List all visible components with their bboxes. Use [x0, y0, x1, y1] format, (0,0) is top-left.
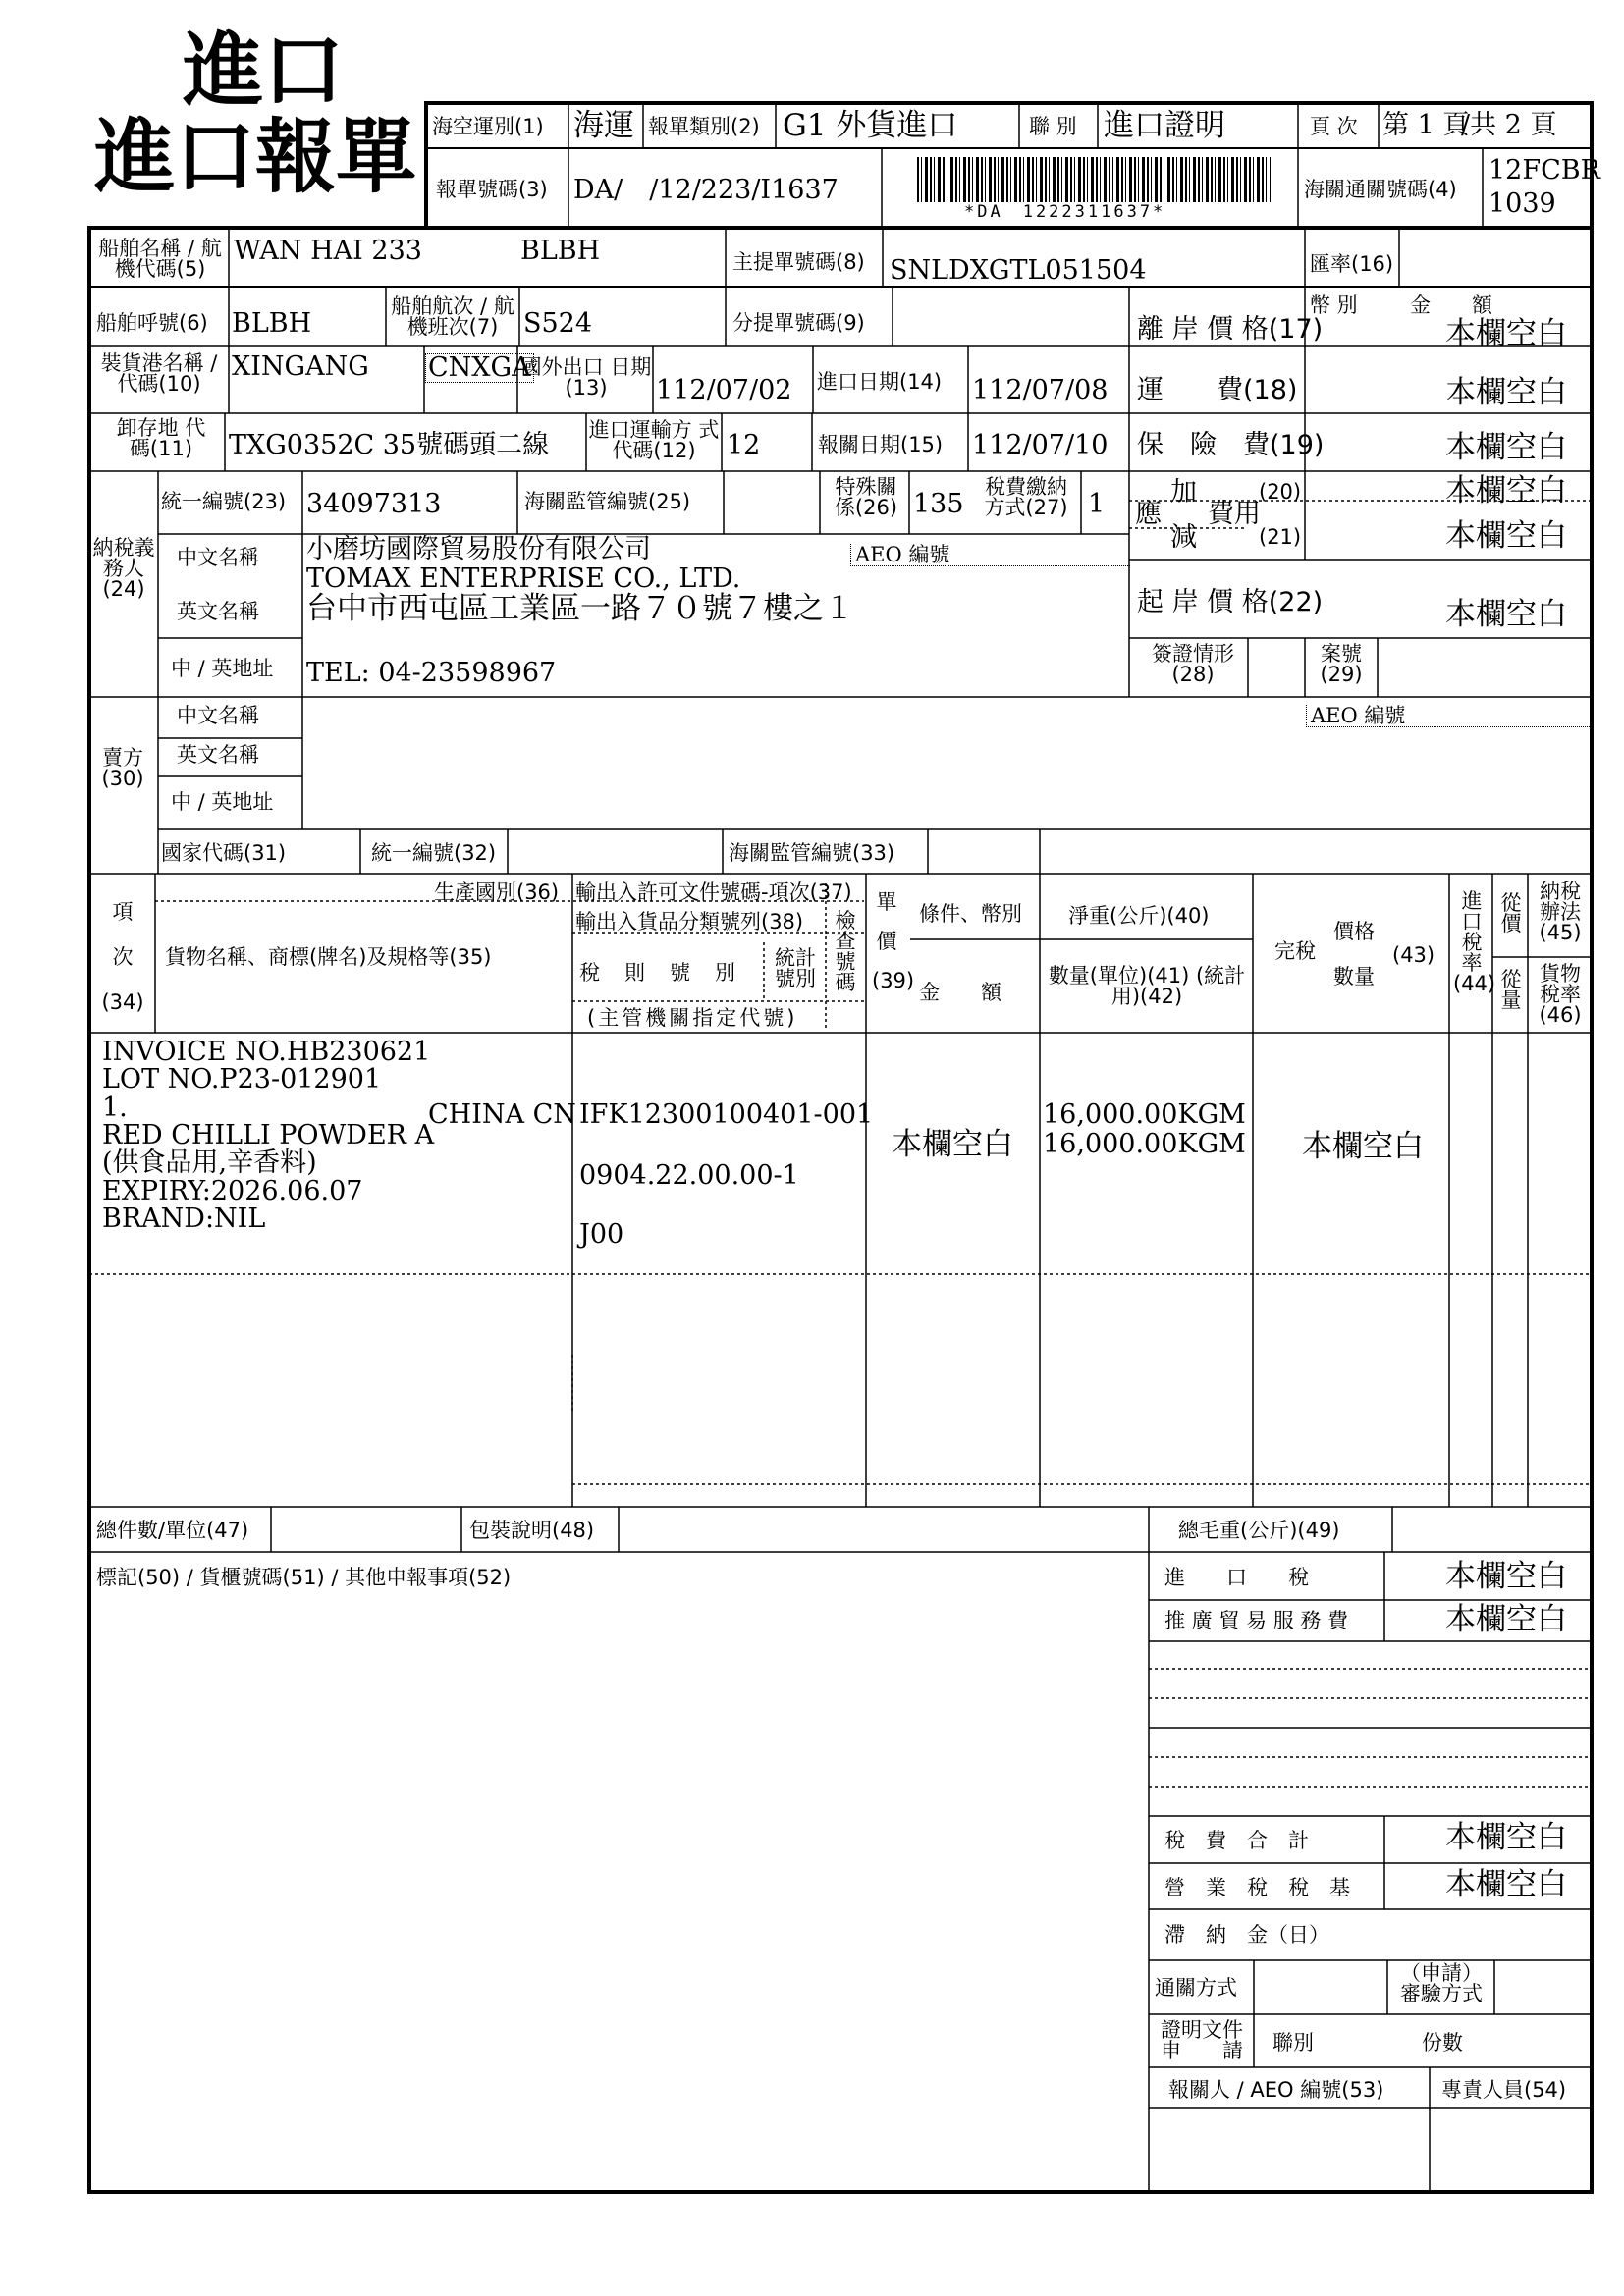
goods-permit: IFK12300100401-001	[579, 1099, 874, 1130]
tax-id-label: 統一編號(23)	[161, 490, 287, 513]
page-total: /共 2 頁	[1461, 110, 1557, 140]
seller-aeo-label: AEO 編號	[1306, 705, 1590, 727]
page-label: 頁 次	[1310, 115, 1358, 138]
no43-label: (43)	[1392, 943, 1435, 967]
declare-date-value: 112/07/10	[972, 430, 1109, 460]
rate-label: 匯率(16)	[1310, 252, 1394, 276]
insurance-label: 保 險 費(19)	[1137, 430, 1325, 460]
copy-type-label: 聯 別	[1029, 115, 1077, 138]
goods-line: 1.	[102, 1092, 128, 1123]
seller-supervision-label: 海關監管編號(33)	[729, 841, 895, 865]
goods-net-weight: 16,000.00KGM	[1043, 1099, 1246, 1130]
deduct-blank: 本欄空白	[1445, 518, 1567, 554]
loading-code-value: CNXGA	[425, 353, 534, 383]
country-code-label: 國家代碼(31)	[161, 841, 287, 865]
transport-code-value: 12	[727, 430, 761, 460]
quantity-label: 數量(單位)(41) (統計用)(42)	[1048, 964, 1246, 1008]
goods-line: LOT NO.P23-012901	[102, 1064, 382, 1095]
import-duty-label: 進 口 稅	[1164, 1566, 1309, 1589]
title-top: 進口	[183, 25, 345, 118]
inspection-method-label: （申請） 審驗方式	[1400, 1961, 1483, 2005]
taxpayer-en-name-label: 英文名稱	[177, 600, 259, 623]
taxpayer-cn-name: 小磨坊國際貿易股份有限公司	[306, 534, 651, 564]
decl-type-label: 報單類別(2)	[648, 115, 760, 138]
tax-id-value: 34097313	[306, 489, 442, 519]
total-tax-label: 稅 費 合 計	[1164, 1829, 1309, 1852]
taxpayer-tel: TEL: 04-23598967	[306, 658, 557, 688]
copy-type-value: 進口證明	[1104, 108, 1225, 143]
specific-label: 從 量	[1500, 968, 1522, 1012]
goods-description	[102, 1039, 434, 1233]
master-bl-value: SNLDXGTL051504	[890, 255, 1147, 286]
loading-port-label: 裝貨港名稱 / 代碼(10)	[100, 351, 218, 396]
taxpayer-aeo-label: AEO 編號	[850, 544, 1130, 566]
import-duty-blank: 本欄空白	[1445, 1559, 1567, 1594]
fee-label: 費用	[1208, 499, 1261, 529]
seller-en-name-label: 英文名稱	[177, 743, 259, 767]
goods-class-label: 輸出入貨品分類號列(38)	[575, 910, 804, 934]
net-weight-label: 淨重(公斤)(40)	[1068, 904, 1210, 928]
marks-label: 標記(50) / 貨櫃號碼(51) / 其他申報事項(52)	[96, 1566, 512, 1589]
unit-price-label: 單 價(39)	[872, 890, 918, 992]
goods-line: RED CHILLI POWDER A	[102, 1120, 435, 1151]
case-no-label: 案號 (29)	[1320, 642, 1363, 686]
should-label: 應	[1135, 499, 1162, 529]
voyage-label: 船舶航次 / 航機班次(7)	[391, 294, 514, 339]
insurance-blank: 本欄空白	[1445, 430, 1567, 465]
unloading-place-label: 卸存地 代碼(11)	[116, 416, 206, 460]
export-date-value: 112/07/02	[656, 375, 792, 405]
packing-label: 包裝說明(48)	[469, 1519, 595, 1542]
add-label: 加	[1170, 477, 1197, 507]
seller-cn-name-label: 中文名稱	[177, 704, 259, 727]
import-date-value: 112/07/08	[972, 375, 1109, 405]
copy-label: 聯別	[1272, 2031, 1314, 2055]
master-bl-label: 主提單號碼(8)	[732, 250, 865, 274]
goods-line: EXPIRY:2026.06.07	[102, 1175, 363, 1206]
certificate-label: 證明文件 申 請	[1161, 2018, 1243, 2062]
customs-code-2: 1039	[1489, 188, 1556, 219]
visa-label: 簽證情形 (28)	[1152, 642, 1234, 686]
cif-value-label: 起 岸 價 格(22)	[1137, 587, 1324, 617]
goods-quantity: 16,000.00KGM	[1043, 1129, 1246, 1159]
business-tax-base-blank: 本欄空白	[1445, 1867, 1567, 1902]
special-relation-label: 特殊關 係(26)	[834, 475, 898, 519]
special-relation-value: 135	[913, 489, 964, 519]
unloading-place-value: TXG0352C 35號碼頭二線	[229, 430, 550, 460]
authority-code-label: (主管機關指定代號)	[587, 1006, 798, 1030]
terms-currency-label: 條件、幣別	[919, 902, 1022, 926]
fob-value-label: 離 岸 價 格(17)	[1137, 314, 1324, 345]
taxpayer-address: 台中市西屯區工業區一路７０號７樓之１	[306, 591, 854, 626]
fob-blank: 本欄空白	[1445, 316, 1567, 351]
gross-weight-label: 總毛重(公斤)(49)	[1178, 1519, 1340, 1542]
add-blank: 本欄空白	[1445, 473, 1567, 508]
check-no-label: 檢 查 號 碼	[835, 909, 856, 994]
quantity-word-label: 數量	[1333, 965, 1375, 988]
total-packages-label: 總件數/單位(47)	[96, 1519, 249, 1542]
dutiable-label: 完稅	[1274, 939, 1316, 963]
declare-date-label: 報關日期(15)	[818, 433, 944, 456]
transport-mode-label: 海空運別(1)	[432, 115, 544, 138]
payment-method-value: 1	[1088, 489, 1106, 519]
freight-label: 運 費(18)	[1137, 375, 1298, 405]
price-label: 價格	[1333, 920, 1375, 943]
trade-fee-blank: 本欄空白	[1445, 1602, 1567, 1637]
barcode	[917, 157, 1271, 202]
vessel-name-label: 船舶名稱 / 航機代碼(5)	[98, 237, 222, 281]
decl-no-label: 報單號碼(3)	[436, 178, 548, 201]
goods-line: BRAND:NIL	[102, 1203, 266, 1235]
goods-line: INVOICE NO.HB230621	[102, 1037, 431, 1067]
broker-label: 報關人 / AEO 編號(53)	[1168, 2078, 1384, 2102]
customs-code-label: 海關通關號碼(4)	[1304, 178, 1457, 201]
vessel-code-value: BLBH	[520, 236, 601, 266]
goods-origin: CHINA CN	[428, 1099, 576, 1130]
money-label: 金 額	[919, 981, 1001, 1004]
goods-dutiable: 本欄空白	[1302, 1129, 1424, 1164]
item-no-label: 項 次 (34)	[101, 900, 154, 1015]
house-bl-label: 分提單號碼(9)	[732, 311, 865, 335]
decl-type-value: G1 外貨進口	[783, 108, 958, 143]
stat-no-label: 統計 號別	[775, 946, 816, 990]
import-date-label: 進口日期(14)	[817, 370, 943, 394]
taxpayer-en-name: TOMAX ENTERPRISE CO., LTD.	[306, 563, 741, 594]
taxpayer-address-label: 中 / 英地址	[171, 657, 274, 680]
add-no: (20)	[1259, 480, 1302, 504]
goods-line: (供食品用,辛香料)	[102, 1148, 317, 1179]
currency-label: 幣 別	[1310, 294, 1358, 317]
page-current: 第 1 頁	[1382, 110, 1470, 140]
voyage-value: S524	[523, 308, 593, 339]
taxpayer-label: 納稅義務人(24)	[92, 536, 155, 601]
goods-authority: J00	[579, 1219, 624, 1250]
barcode-text: *DA 1222311637*	[964, 202, 1166, 222]
call-sign-label: 船舶呼號(6)	[96, 311, 208, 335]
customs-code-1: 12FCBR	[1489, 155, 1600, 186]
goods-unit-price: 本欄空白	[892, 1127, 1013, 1162]
duty-rate-label: 進 口 稅 率 (44)	[1453, 889, 1496, 995]
goods-tax-rate-label: 貨物 稅率 (46)	[1539, 962, 1582, 1027]
ad-valorem-label: 從 價	[1500, 891, 1522, 935]
tax-method-label: 納稅 辦法 (45)	[1539, 880, 1582, 944]
origin-label: 生產國別(36)	[434, 881, 560, 904]
amount-label: 金 額	[1410, 294, 1492, 317]
seller-tax-id-label: 統一編號(32)	[371, 841, 497, 865]
goods-tariff: 0904.22.00.00-1	[579, 1160, 799, 1191]
business-tax-base-label: 營 業 稅 稅 基	[1164, 1876, 1350, 1899]
trade-fee-label: 推 廣 貿 易 服 務 費	[1164, 1609, 1349, 1632]
deduct-no: (21)	[1259, 525, 1302, 549]
clearance-method-label: 通關方式	[1155, 1976, 1237, 2000]
freight-blank: 本欄空白	[1445, 375, 1567, 410]
tariff-no-label: 稅 則 號 別	[579, 961, 737, 985]
loading-port-value: XINGANG	[232, 351, 369, 382]
permit-no-label: 輸出入許可文件號碼-項次(37)	[575, 881, 852, 904]
deduct-label: 減	[1170, 522, 1197, 553]
late-fee-label: 滯 納 金（日）	[1164, 1923, 1329, 1947]
vessel-name-value: WAN HAI 233	[234, 236, 422, 266]
transport-mode-value: 海運	[573, 108, 634, 143]
seller-label: 賣方(30)	[101, 746, 144, 790]
goods-desc-label: 貨物名稱、商標(牌名)及規格等(35)	[165, 945, 492, 969]
seller-address-label: 中 / 英地址	[171, 790, 274, 814]
page-title: 進口報單	[94, 111, 417, 204]
decl-no-value: DA/ /12/223/I1637	[573, 175, 839, 205]
payment-method-label: 稅費繳納 方式(27)	[984, 475, 1068, 519]
transport-code-label: 進口運輸方 式代碼(12)	[588, 418, 720, 462]
specialist-label: 專責人員(54)	[1441, 2078, 1567, 2102]
total-tax-blank: 本欄空白	[1445, 1820, 1567, 1855]
export-date-label: 國外出口 日期(13)	[520, 355, 652, 400]
taxpayer-cn-name-label: 中文名稱	[177, 546, 259, 569]
cif-blank: 本欄空白	[1445, 597, 1567, 632]
supervision-no-label: 海關監管編號(25)	[524, 490, 691, 513]
call-sign-value: BLBH	[232, 308, 312, 339]
copies-label: 份數	[1422, 2031, 1463, 2055]
